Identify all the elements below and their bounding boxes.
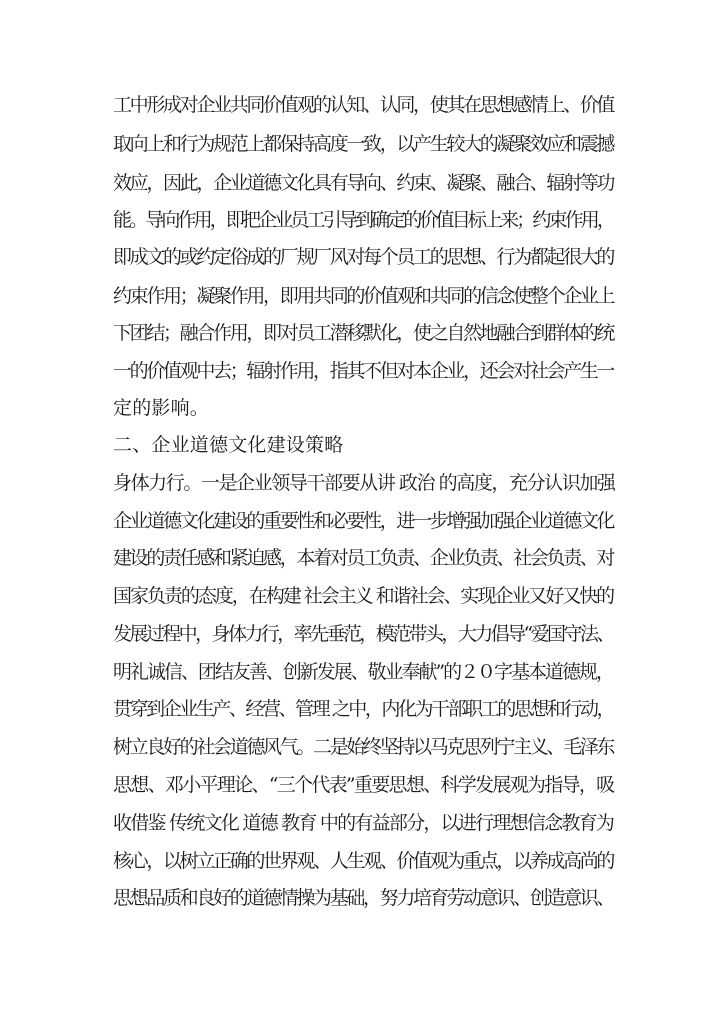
text-line: 贯穿到企业生产、经营、管理 之中，内化为干部职工的思想和行动，	[113, 698, 614, 720]
text-line: 思想、邓小平理论、“三个代表”重要思想、科学发展观为指导，吸	[113, 774, 614, 796]
section-heading: 二、企业道德文化建设策略	[113, 434, 344, 456]
text-line: 树立良好的社会道德风气。二是始终坚持以马克思列宁主义、毛泽东	[113, 736, 614, 758]
text-line: 下团结；融合作用，即对员工潜移默化，使之自然地融合到群体的统	[113, 322, 614, 344]
text-line: 国家负责的态度，在构建 社会主义 和谐社会、实现企业又好又快的	[113, 585, 614, 607]
text-line: 取向上和行为规范上都保持高度一致，以产生较大的凝聚效应和震撼	[113, 133, 614, 155]
text-line: 明礼诚信、团结友善、创新发展、敬业奉献”的２０字基本道德规，	[113, 661, 613, 683]
text-line: 收借鉴 传统文化 道德 教育 中的有益部分，以进行理想信念教育为	[113, 812, 614, 834]
text-line: 效应，因此，企业道德文化具有导向、约束、凝聚、融合、辐射等功	[113, 172, 614, 194]
text-line: 思想品质和良好的道德情操为基础，努力培育劳动意识、创造意识、	[113, 887, 614, 909]
text-line: 身体力行。一是企业领导干部要从讲 政治 的高度，充分认识加强	[113, 472, 615, 494]
text-line: 企业道德文化建设的重要性和必要性，进一步增强加强企业道德文化	[113, 510, 614, 532]
text-line: 能。导向作用，即把企业员工引导到确定的价值目标上来；约束作用，	[113, 209, 614, 231]
text-line: 即成文的或约定俗成的厂规厂风对每个员工的思想、行为都起很大的	[113, 246, 614, 268]
text-line: 核心，以树立正确的世界观、人生观、价值观为重点，以养成高尚的	[113, 850, 614, 872]
text-line: 约束作用；凝聚作用，即用共同的价值观和共同的信念使整个企业上	[113, 285, 614, 307]
text-line: 定的影响。	[113, 397, 210, 419]
text-line: 一的价值观中去；辐射作用，指其不但对本企业，还会对社会产生一	[113, 360, 614, 382]
text-line: 建设的责任感和紧迫感，本着对员工负责、企业负责、社会负责、对	[113, 547, 614, 569]
text-line: 发展过程中，身体力行，率先垂范，模范带头，大力倡导“爱国守法、	[113, 623, 613, 645]
text-line: 工中形成对企业共同价值观的认知、认同，使其在思想感情上、价值	[113, 94, 614, 116]
